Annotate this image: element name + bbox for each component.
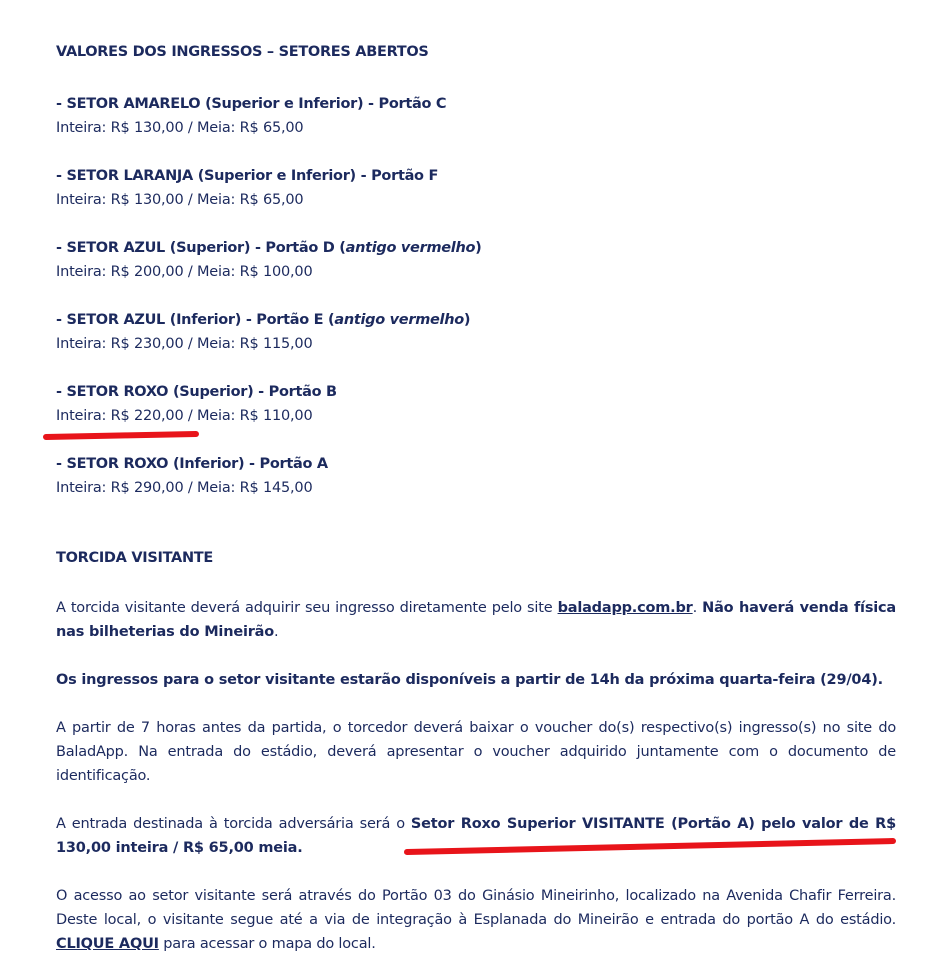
sector-amarelo [56,92,896,140]
visitor-paragraph-1 [56,596,896,644]
p2-bold-text: Os ingressos para o setor visitante estarão disponíveis a partir de 14h da próxima quarta-feira (29/04). [56,672,883,688]
p4-bold-text: Setor Roxo Superior VISITANTE (Portão A) pelo valor de R$ 130,00 inteira / R$ 65,00 meia. [56,816,896,856]
baladapp-link[interactable]: baladapp.com.br [557,600,693,616]
sector-price: Inteira: R$ 130,00 / Meia: R$ 65,00 [56,120,304,136]
sector-name-suffix: ) [475,240,482,256]
sector-name: - SETOR ROXO (Superior) - Portão B [56,384,337,400]
visitor-section-title: TORCIDA VISITANTE [56,550,213,566]
visitor-paragraph-2 [56,668,896,692]
sector-name-prefix: - SETOR AZUL (Superior) - Portão D ( [56,240,346,256]
sector-name-prefix: - SETOR AZUL (Inferior) - Portão E ( [56,312,335,328]
sector-name [56,308,896,332]
p5-text: O acesso ao setor visitante será através do Portão 03 do Ginásio Mineirinho, localizado na Avenida Chafir Ferreira. Deste local, o visitante segue até a via de integração à Esplanada do Mineirão e entrada do portão A do estádio. [56,888,896,928]
sector-azul-superior [56,236,896,284]
prices-section-title: VALORES DOS INGRESSOS – SETORES ABERTOS [56,44,429,60]
p1-text: A torcida visitante deverá adquirir seu ingresso diretamente pelo site [56,600,558,616]
map-link[interactable]: CLIQUE AQUI [56,936,159,952]
sector-price: Inteira: R$ 220,00 / Meia: R$ 110,00 [56,408,313,424]
sector-price: Inteira: R$ 130,00 / Meia: R$ 65,00 [56,192,304,208]
p1-text-end: . [274,624,279,640]
sector-price: Inteira: R$ 290,00 / Meia: R$ 145,00 [56,480,313,496]
sector-name-italic: antigo vermelho [345,240,476,256]
sector-name-suffix: ) [463,312,471,328]
visitor-paragraph-4 [56,812,896,860]
red-underline-roxo-superior [46,434,196,437]
sector-name-italic: antigo vermelho [334,312,464,328]
sector-name [56,236,896,260]
sector-price: Inteira: R$ 230,00 / Meia: R$ 115,00 [56,336,313,352]
sector-price: Inteira: R$ 200,00 / Meia: R$ 100,00 [56,264,313,280]
sector-name: - SETOR LARANJA (Superior e Inferior) - Portão F [56,168,439,184]
sector-name: - SETOR AMARELO (Superior e Inferior) - Portão C [56,96,447,112]
sector-roxo-inferior [56,452,896,500]
p1-bold-text: Não haverá venda física nas bilheterias do Mineirão [56,600,896,640]
sector-roxo-superior [56,380,896,428]
sector-laranja [56,164,896,212]
p4-text: A entrada destinada à torcida adversária será o [56,816,411,832]
sector-azul-inferior [56,308,896,356]
p5-text-after-link: para acessar o mapa do local. [158,936,376,952]
p1-text-after-link: . [692,600,703,616]
visitor-paragraph-5 [56,884,896,956]
visitor-paragraph-3: A partir de 7 horas antes da partida, o torcedor deverá baixar o voucher do(s) respectivo(s) ingresso(s) no site do BaladApp. Na entrada do estádio, deverá apresentar o voucher adquirido juntamente com o documento de identificação. [56,720,896,784]
sector-name: - SETOR ROXO (Inferior) - Portão A [56,456,328,472]
